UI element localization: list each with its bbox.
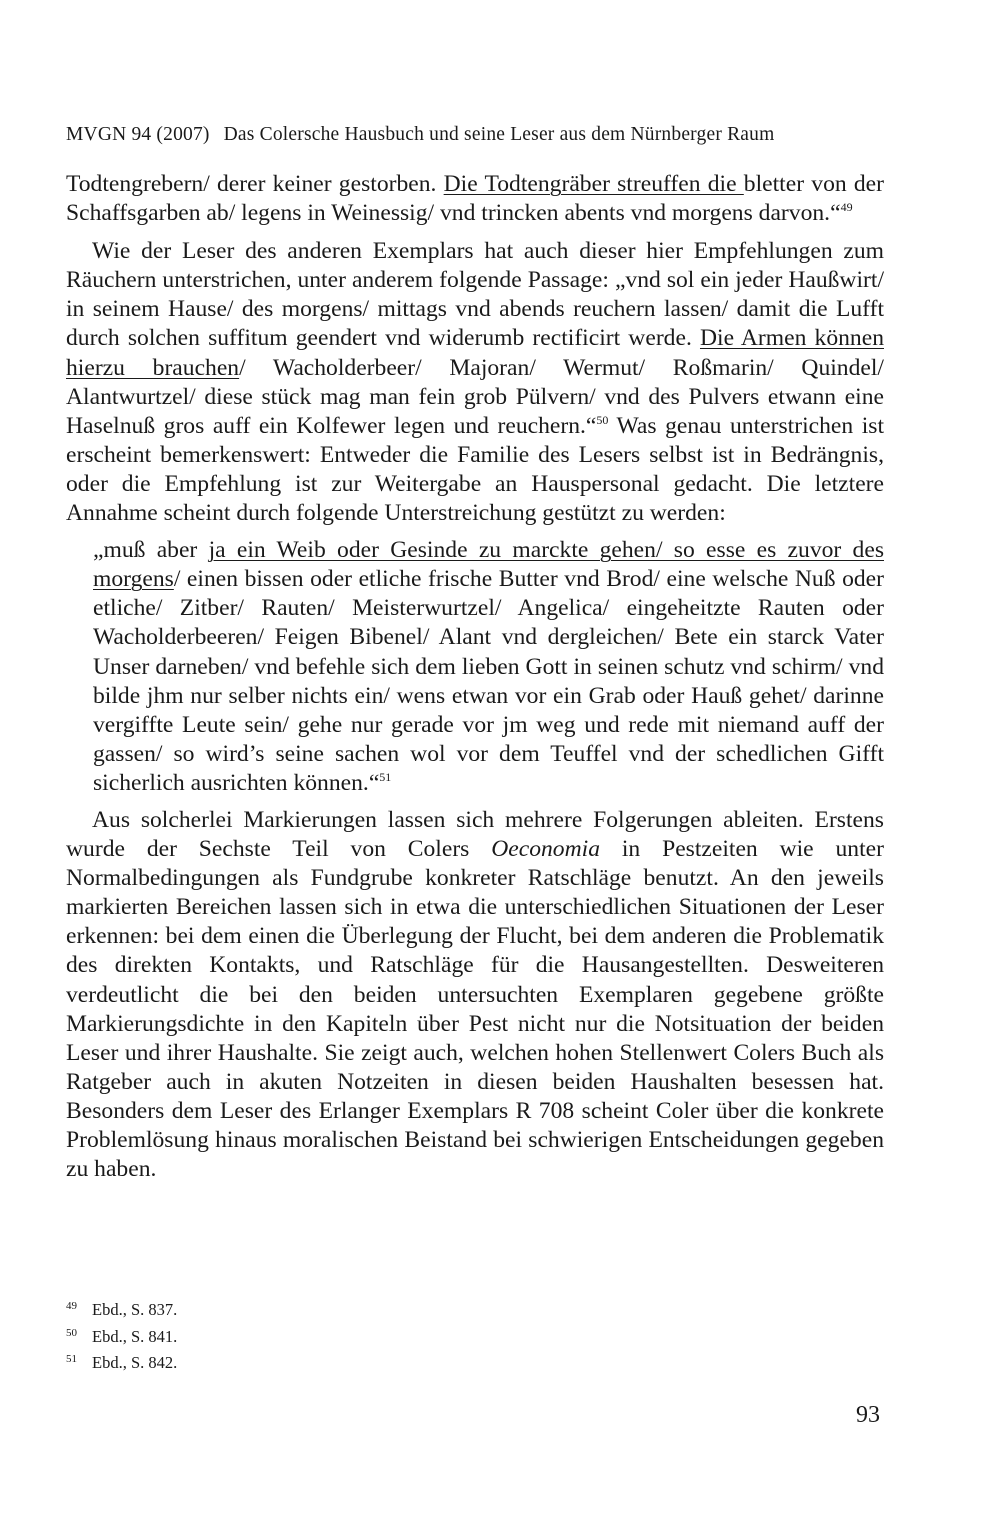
text-span: in Pestzeiten wie unter Normalbedingungen als Fundgrube konkreter Ratschläge benutzt. An den jeweils markierten Bereichen lassen sich in etwa die unterschiedlichen Situationen der Leser erkennen: bei dem einen die Überlegung der Flucht, bei dem anderen die Problematik des direkten Kontakts, und Ratschläge für die Hausangestellten. Desweiteren verdeutlicht die bei den beiden untersuchten Exemplaren gegebene größte Markierungsdichte in den Kapiteln über Pest nicht nur die Notsituation der beiden Leser und ihrer Haushalte. Sie zeigt auch, welchen hohen Stellenwert Colers Buch als Ratgeber auch in akuten Notzeiten in diesen beiden Haushalten besessen hat. Besonders dem Leser des Erlanger Exemplars R 708 scheint Coler über die konkrete Problemlösung hinaus moralischen Beistand bei schwierigen Entscheidungen gegeben zu haben. (66, 836, 884, 1183)
italic-title: Oeconomia (491, 836, 600, 863)
paragraph-conclusions (66, 806, 884, 1184)
block-quote (93, 536, 884, 798)
article-title: Das Colersche Hausbuch und seine Leser aus dem Nürnberger Raum (223, 124, 775, 145)
footnote-number: 50 (66, 1326, 77, 1339)
footnote-ref-50: 50 (596, 412, 609, 427)
footnote-number: 49 (66, 1300, 77, 1312)
text-span: bletter von der Schaffsgarben ab/ legens in Weinessig/ vnd trincken abents vnd morgens darvon.“ (66, 171, 884, 227)
text-span: Aus solcherlei Markierungen lassen sich mehrere Folgerungen ableiten. Erstens wurde der Sechste Teil von Colers (66, 806, 884, 863)
text-span: „muß aber (93, 537, 209, 564)
footnote-text: Ebd., S. 841. (92, 1326, 178, 1346)
text-span: Was genau unterstrichen ist erscheint bemerkenswert: Entweder die Familie des Lesers selbst ist in Bedrängnis, oder die Empfehlung ist zur Weitergabe an Hauspersonal gedacht. Die letztere Annahme scheint durch folgende Unterstreichung gestützt zu werden: (66, 412, 885, 527)
footnote-number: 51 (66, 1353, 77, 1365)
running-header (66, 124, 886, 146)
paragraph-reader-fumigation (66, 237, 884, 528)
journal-reference: MVGN 94 (2007) (66, 124, 210, 145)
footnote-text: Ebd., S. 837. (92, 1300, 178, 1319)
text-span: / einen bissen oder etliche frische Butter vnd Brod/ eine welsche Nuß oder etliche/ Zitber/ Rauten/ Meisterwurtzel/ Angelica/ eingeheitzte Rauten oder Wacholderbeeren/ Feigen Bibenel/ Alant vnd dergleichen/ Bete ein starck Vater Unser darneben/ vnd befehle sich dem lieben Gott in seinen schutz vnd schirm/ vnd bilde jhm nur selber nichts ein/ wens etwan vor ein Grab oder Hauß gehet/ darinne vergiffte Leute sein/ gehe nur gerade vor jm weg und rede mit niemand auff der gassen/ so wird’s seine sachen wol vor dem Teuffel vnd der schedlichen Gifft sicherlich ausrichten können.“ (93, 566, 884, 796)
text-span: Wie der Leser des anderen Exemplars hat auch dieser hier Empfehlungen zum Räuchern unterstrichen, unter anderem folgende Passage: „vnd sol ein jeder Haußwirt/ in seinem Hause/ des morgens/ mittags vnd abends reuchern lassen/ damit die Lufft durch solchen suffitum geendert vnd widerumb rectificirt werde. (66, 238, 884, 352)
footnote-ref-51: 51 (379, 769, 392, 784)
underlined-passage: ja ein Weib oder Gesinde zu marckte gehen/ so esse es zuvor des morgens (93, 537, 884, 593)
footnotes (66, 1298, 566, 1378)
underlined-passage: Die Armen können hierzu brauchen (66, 325, 884, 381)
text-span: Todtengrebern/ derer keiner gestorben. (66, 171, 444, 197)
footnote (66, 1325, 566, 1352)
underlined-passage: Die Todtengräber streuffen die (443, 171, 744, 197)
text-span: / Wacholderbeer/ Majoran/ Wermut/ Roßmarin/ Quindel/ Alantwurtzel/ diese stück mag man fein grob Pülvern/ vnd des Pulvers etwann eine Haselnuß gros auff ein Kolfewer legen und reuchern.“ (66, 354, 884, 439)
footnote (66, 1298, 566, 1325)
article-body (66, 170, 884, 1184)
footnote (66, 1351, 566, 1378)
page-number: 93 (856, 1402, 880, 1428)
footnote-ref-49: 49 (840, 200, 853, 215)
paragraph-continuation (66, 170, 884, 228)
footnote-text: Ebd., S. 842. (92, 1353, 178, 1372)
